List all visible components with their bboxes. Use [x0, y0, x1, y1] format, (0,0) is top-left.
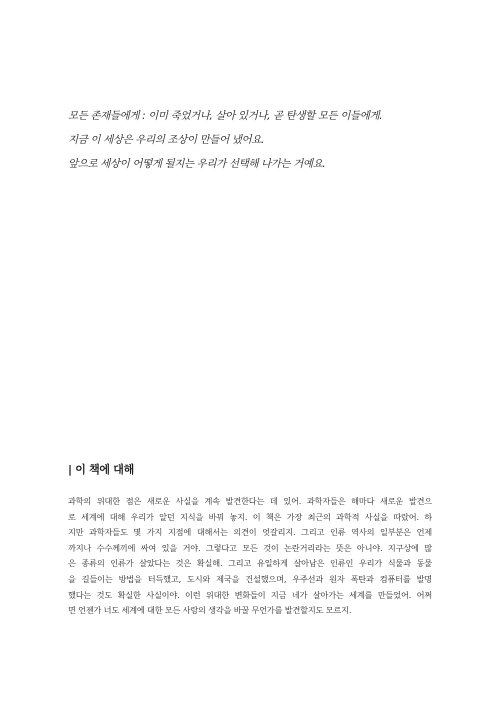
about-body: [68, 494, 432, 619]
body-line: 을 길들이는 방법을 터득했고, 도시와 제국을 건설했으며, 우주선과 원자 폭탄과 컴퓨터를 발명: [68, 573, 432, 584]
dedication-line: 지금 이 세상은 우리의 조상이 만들어 냈어요.: [68, 134, 264, 146]
body-line: 로 세계에 대해 우리가 알던 지식을 바꿔 놓지. 이 책은 가장 최근의 과학적 사실을 따랐어. 하: [68, 511, 432, 522]
heading-text: 이 책에 대해: [75, 463, 134, 476]
about-section: [68, 462, 432, 619]
body-line: 까지나 수수께끼에 싸여 있을 거야. 그렇다고 모든 것이 논란거리라는 뜻은 아니야. 지구상에 많: [68, 542, 432, 553]
body-line: 은 종류의 인류가 살았다는 것은 확실해. 그리고 유일하게 살아남은 인류인 우리가 식물과 동물: [68, 558, 432, 569]
body-line: 했다는 것도 확실한 사실이야. 이런 위대한 변화들이 지금 네가 살아가는 세계를 만들었어. 어쩌: [68, 589, 432, 600]
section-heading: [68, 462, 432, 478]
heading-bar: |: [68, 463, 72, 476]
dedication: [68, 104, 468, 176]
body-line: 지만 과학자들도 몇 가지 지점에 대해서는 의견이 엇갈리지. 그리고 인류 역사의 일부분은 언제: [68, 527, 432, 538]
dedication-line: 앞으로 세상이 어떻게 될지는 우리가 선택해 나가는 거예요.: [68, 158, 326, 170]
body-line: 과학의 위대한 점은 새로운 사실을 계속 발견한다는 데 있어. 과학자들은 해마다 새로운 발견으: [68, 496, 432, 506]
dedication-line: 모든 존재들에게 : 이미 죽었거나, 살아 있거나, 곧 탄생할 모든 이들에게.: [68, 110, 383, 122]
body-line: 면 언젠가 너도 세계에 대한 모든 사람의 생각을 바꿀 무언가를 발견할지도 모르지.: [68, 605, 352, 616]
